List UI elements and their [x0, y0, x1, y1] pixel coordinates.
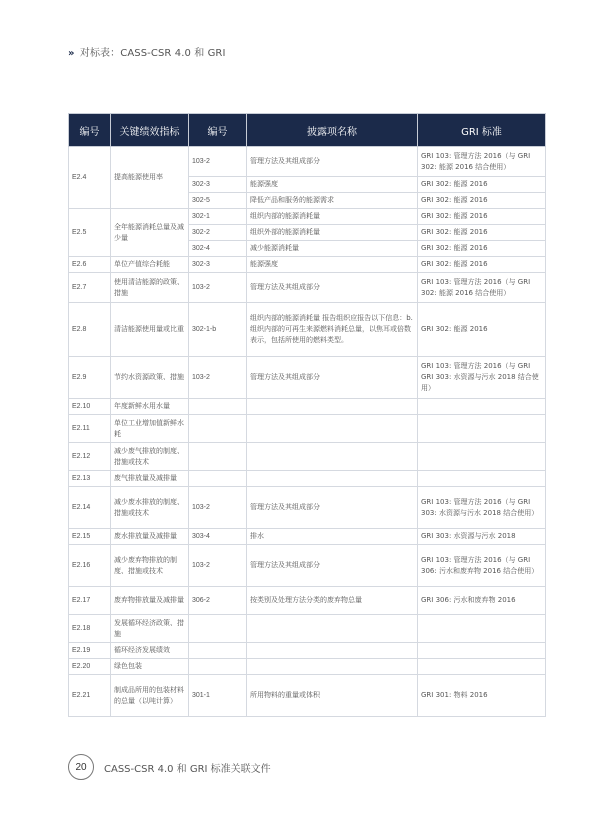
kpi-name: 单位产值综合耗能 [111, 257, 189, 273]
gri-standard: GRI 103: 管理方法 2016（与 GRI 306: 污水和废弃物 2016 结合使用） [418, 545, 546, 587]
kpi-name: 制成品所用的包装材料的总量（以吨计算） [111, 675, 189, 717]
indicator-id: E2.6 [69, 257, 111, 273]
indicator-id: E2.21 [69, 675, 111, 717]
disclosure-name: 管理方法及其组成部分 [247, 545, 418, 587]
disclosure-code: 103-2 [189, 545, 247, 587]
kpi-name: 提高能源使用率 [111, 147, 189, 209]
indicator-id: E2.11 [69, 415, 111, 443]
indicator-id: E2.10 [69, 399, 111, 415]
indicator-id: E2.12 [69, 443, 111, 471]
disclosure-code: 103-2 [189, 273, 247, 303]
disclosure-name: 管理方法及其组成部分 [247, 357, 418, 399]
disclosure-name [247, 659, 418, 675]
kpi-name: 减少废弃物排放的制度、措施或技术 [111, 545, 189, 587]
gri-standard [418, 615, 546, 643]
table-body [69, 147, 546, 717]
gri-standard: GRI 103: 管理方法 2016（与 GRI 302: 能源 2016 结合使用） [418, 147, 546, 177]
disclosure-name: 组织外部的能源消耗量 [247, 225, 418, 241]
table-header-row [69, 114, 546, 147]
table-row [69, 659, 546, 675]
disclosure-name: 能源强度 [247, 177, 418, 193]
disclosure-code [189, 615, 247, 643]
disclosure-name [247, 399, 418, 415]
disclosure-name [247, 443, 418, 471]
indicator-id: E2.13 [69, 471, 111, 487]
gri-standard: GRI 302: 能源 2016 [418, 209, 546, 225]
gri-standard: GRI 302: 能源 2016 [418, 241, 546, 257]
disclosure-name: 管理方法及其组成部分 [247, 147, 418, 177]
disclosure-code: 302-1-b [189, 303, 247, 357]
kpi-name: 节约水资源政策、措施 [111, 357, 189, 399]
kpi-name: 废弃物排放量及减排量 [111, 587, 189, 615]
indicator-id: E2.15 [69, 529, 111, 545]
disclosure-name: 所用物料的重量或体积 [247, 675, 418, 717]
disclosure-code [189, 643, 247, 659]
indicator-id: E2.9 [69, 357, 111, 399]
footer-text: CASS-CSR 4.0 和 GRI 标准关联文件 [104, 763, 271, 775]
indicator-id: E2.17 [69, 587, 111, 615]
kpi-name: 使用清洁能源的政策、措施 [111, 273, 189, 303]
gri-standard [418, 415, 546, 443]
disclosure-code: 303-4 [189, 529, 247, 545]
gri-standard: GRI 306: 污水和废弃物 2016 [418, 587, 546, 615]
disclosure-code [189, 659, 247, 675]
disclosure-code: 302-5 [189, 193, 247, 209]
disclosure-name [247, 615, 418, 643]
table-row [69, 643, 546, 659]
disclosure-code: 301-1 [189, 675, 247, 717]
disclosure-code: 302-1 [189, 209, 247, 225]
table-row [69, 257, 546, 273]
table-row [69, 147, 546, 177]
col-header-id: 编号 [69, 114, 111, 147]
gri-standard: GRI 302: 能源 2016 [418, 177, 546, 193]
disclosure-code [189, 471, 247, 487]
disclosure-name [247, 643, 418, 659]
page-header [68, 44, 226, 59]
disclosure-name [247, 415, 418, 443]
kpi-name: 废水排放量及减排量 [111, 529, 189, 545]
kpi-name: 循环经济发展绩效 [111, 643, 189, 659]
table-row [69, 615, 546, 643]
disclosure-name: 降低产品和服务的能源需求 [247, 193, 418, 209]
table-row [69, 399, 546, 415]
col-header-disclosure: 披露项名称 [247, 114, 418, 147]
disclosure-name: 管理方法及其组成部分 [247, 273, 418, 303]
indicator-id: E2.14 [69, 487, 111, 529]
double-chevron-icon: » [68, 48, 75, 59]
disclosure-name: 排水 [247, 529, 418, 545]
indicator-id: E2.20 [69, 659, 111, 675]
indicator-id: E2.4 [69, 147, 111, 209]
page-number: 20 [68, 754, 94, 780]
disclosure-name: 能源强度 [247, 257, 418, 273]
table-row [69, 443, 546, 471]
kpi-name: 减少废水排放的制度、措施或技术 [111, 487, 189, 529]
gri-standard: GRI 103: 管理方法 2016（与 GRI 303: 水资源与污水 2018 结合使用） [418, 487, 546, 529]
gri-standard: GRI 302: 能源 2016 [418, 257, 546, 273]
disclosure-name: 按类别及处理方法分类的废弃物总量 [247, 587, 418, 615]
disclosure-name: 减少能源消耗量 [247, 241, 418, 257]
disclosure-code: 306-2 [189, 587, 247, 615]
table-row [69, 545, 546, 587]
disclosure-code: 302-3 [189, 177, 247, 193]
gri-standard: GRI 302: 能源 2016 [418, 193, 546, 209]
col-header-kpi: 关键绩效指标 [111, 114, 189, 147]
disclosure-code [189, 443, 247, 471]
col-header-code: 编号 [189, 114, 247, 147]
table-row [69, 471, 546, 487]
gri-standard: GRI 303: 水资源与污水 2018 [418, 529, 546, 545]
gri-standard: GRI 301: 物料 2016 [418, 675, 546, 717]
kpi-name: 年度新鲜水用水量 [111, 399, 189, 415]
indicator-id: E2.8 [69, 303, 111, 357]
kpi-name: 单位工业增加值新鲜水耗 [111, 415, 189, 443]
disclosure-name [247, 471, 418, 487]
table-row [69, 303, 546, 357]
indicator-id: E2.19 [69, 643, 111, 659]
page-footer [68, 754, 271, 780]
table-row [69, 415, 546, 443]
disclosure-code [189, 399, 247, 415]
disclosure-code: 103-2 [189, 147, 247, 177]
gri-standard: GRI 103: 管理方法 2016（与 GRI 302: 能源 2016 结合使用） [418, 273, 546, 303]
disclosure-code: 302-2 [189, 225, 247, 241]
gri-standard [418, 399, 546, 415]
gri-standard [418, 643, 546, 659]
header-title: 对标表：CASS-CSR 4.0 和 GRI [79, 48, 226, 59]
table-row [69, 529, 546, 545]
disclosure-name: 管理方法及其组成部分 [247, 487, 418, 529]
kpi-name: 减少废气排放的制度、措施或技术 [111, 443, 189, 471]
mapping-table [68, 113, 546, 717]
col-header-gri: GRI 标准 [418, 114, 546, 147]
disclosure-code: 103-2 [189, 357, 247, 399]
gri-standard [418, 443, 546, 471]
table-row [69, 587, 546, 615]
table-row [69, 357, 546, 399]
kpi-name: 发展循环经济政策、措施 [111, 615, 189, 643]
kpi-name: 全年能源消耗总量及减少量 [111, 209, 189, 257]
disclosure-name: 组织内部的能源消耗量 [247, 209, 418, 225]
disclosure-code: 302-3 [189, 257, 247, 273]
kpi-name: 绿色包装 [111, 659, 189, 675]
table-row [69, 273, 546, 303]
gri-standard: GRI 103: 管理方法 2016（与 GRI GRI 303: 水资源与污水 2018 结合使用） [418, 357, 546, 399]
gri-standard: GRI 302: 能源 2016 [418, 303, 546, 357]
table-row [69, 209, 546, 225]
indicator-id: E2.18 [69, 615, 111, 643]
gri-standard [418, 659, 546, 675]
indicator-id: E2.7 [69, 273, 111, 303]
kpi-name: 清洁能源使用量或比重 [111, 303, 189, 357]
gri-standard [418, 471, 546, 487]
table-row [69, 487, 546, 529]
kpi-name: 废气排放量及减排量 [111, 471, 189, 487]
disclosure-code: 103-2 [189, 487, 247, 529]
disclosure-code [189, 415, 247, 443]
gri-standard: GRI 302: 能源 2016 [418, 225, 546, 241]
table-row [69, 675, 546, 717]
disclosure-code: 302-4 [189, 241, 247, 257]
indicator-id: E2.5 [69, 209, 111, 257]
indicator-id: E2.16 [69, 545, 111, 587]
disclosure-name: 组织内部的能源消耗量 报告组织应报告以下信息：b. 组织内部的可再生来源燃料消耗总量，以焦耳或倍数表示，包括所使用的燃料类型。 [247, 303, 418, 357]
